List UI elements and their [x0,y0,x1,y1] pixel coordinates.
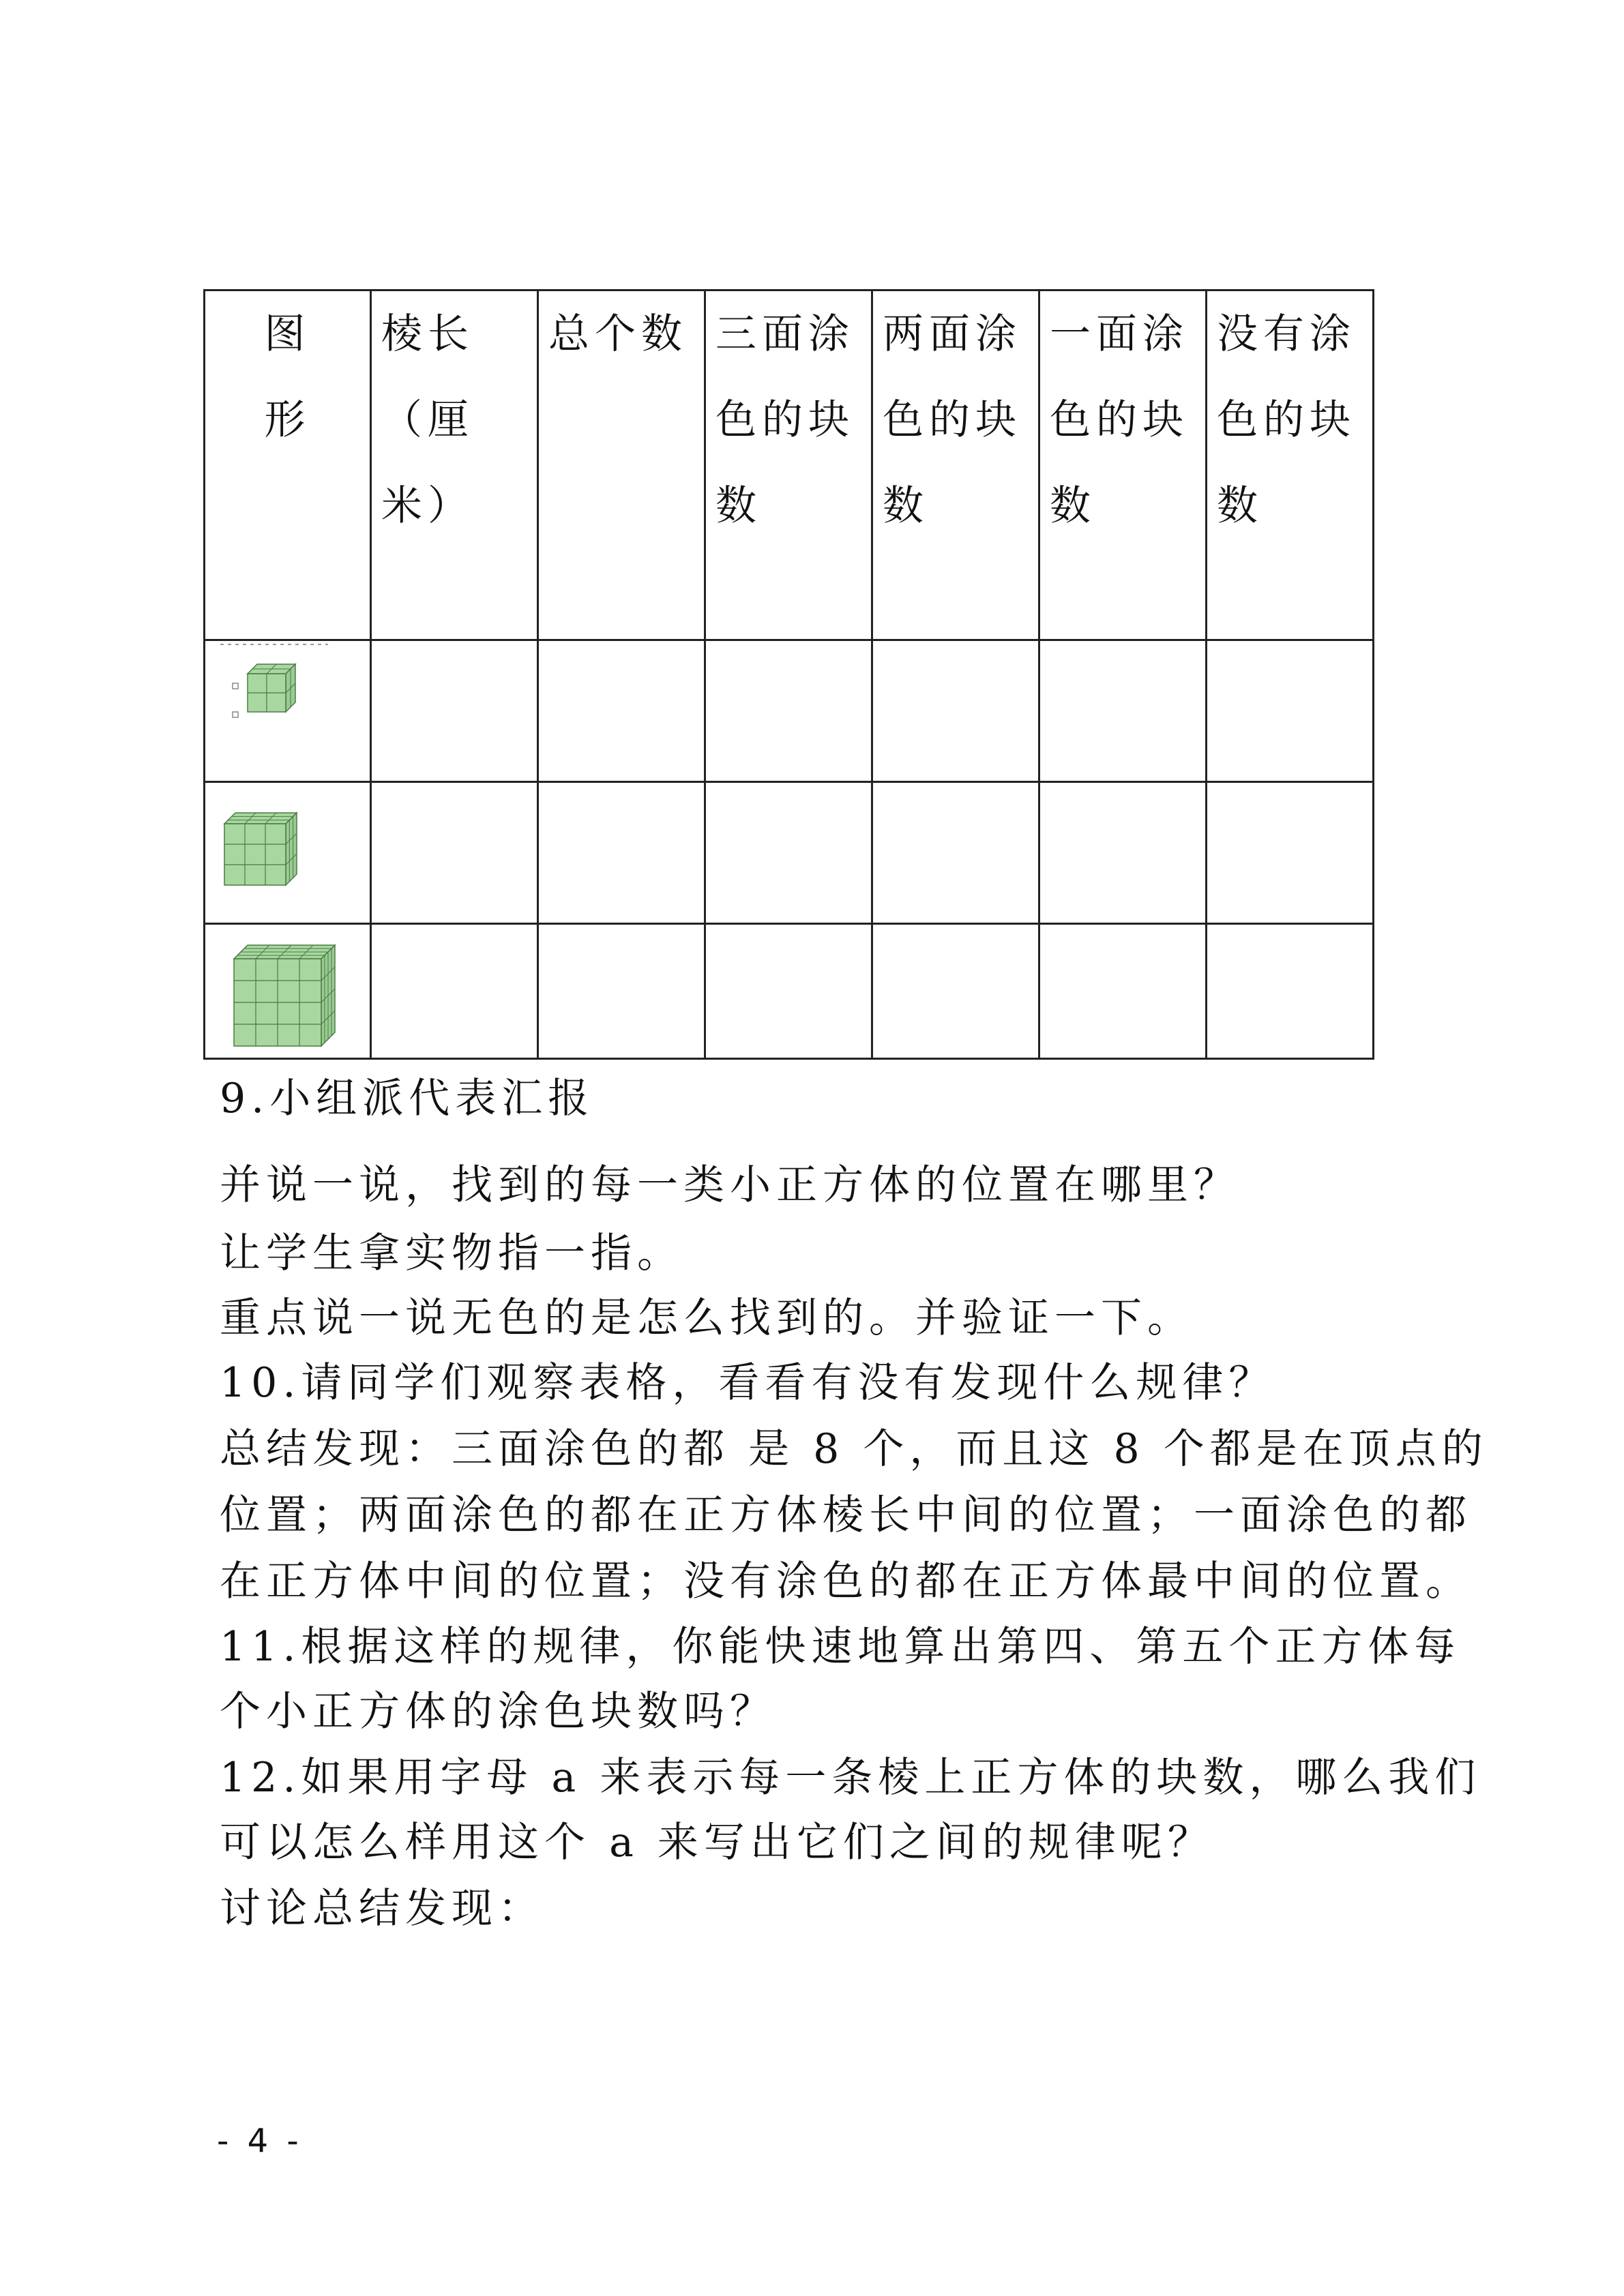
data-table [203,289,1374,1060]
header-no-face [1207,290,1374,640]
paragraph: 可以怎么样用这个 a 来写出它们之间的规律呢？ [220,1819,1214,1866]
edge-length-cell [371,924,538,1059]
one-face-cell [1039,782,1207,924]
header-text: 数 [883,482,929,530]
paragraph: 讨论总结发现： [220,1885,544,1933]
header-text: 数 [715,482,762,530]
header-text: 色的块 [1217,396,1356,444]
header-text: 色的块 [883,396,1022,444]
header-text: 数 [1050,482,1096,530]
total-count-cell [538,924,705,1059]
header-total-count [538,290,705,640]
paragraph: 个小正方体的涂色块数吗？ [220,1688,776,1735]
header-one-face [1039,290,1207,640]
header-figure [205,290,371,640]
total-count-cell [538,640,705,782]
table-row [205,640,1374,782]
header-text: 图 [264,310,311,358]
header-edge-length [371,290,538,640]
two-faces-cell [872,640,1039,782]
edge-length-cell [371,782,538,924]
no-face-cell [1207,640,1374,782]
paragraph: 10.请同学们观察表格，看看有没有发现什么规律？ [220,1359,1275,1407]
one-face-cell [1039,640,1207,782]
two-faces-cell [872,924,1039,1059]
no-face-cell [1207,782,1374,924]
paragraph: 让学生拿实物指一指。 [220,1229,683,1277]
three-faces-cell [705,640,872,782]
header-text: 两面涂 [883,310,1022,358]
paragraph: 9.小组派代表汇报 [220,1075,595,1122]
no-face-cell [1207,924,1374,1059]
header-text: 形 [264,396,311,444]
three-faces-cell [705,782,872,924]
header-text: 一面涂 [1050,310,1189,358]
table-row [205,782,1374,924]
paragraph: 12.如果用字母 a 来表示每一条棱上正方体的块数，哪么我们 [220,1754,1481,1802]
two-faces-cell [872,782,1039,924]
figure-cell [205,640,371,782]
paragraph: 并说一说，找到的每一类小正方体的位置在哪里？ [220,1161,1240,1209]
paragraph: 总结发现：三面涂色的都 是 8 个，而且这 8 个都是在顶点的 [220,1425,1488,1473]
header-text: 棱长 [381,310,474,358]
header-text: 色的块 [715,396,855,444]
header-text: 没有涂 [1217,310,1356,358]
data-table-container [203,289,1374,1060]
table-row [205,924,1374,1059]
header-two-faces [872,290,1039,640]
cube-2x2x2-icon [205,641,369,781]
table-header-row [205,290,1374,640]
edge-length-cell [371,640,538,782]
cube-4x4x4-icon [205,925,369,1058]
one-face-cell [1039,924,1207,1059]
figure-cell [205,782,371,924]
figure-cell [205,924,371,1059]
paragraph: 重点说一说无色的是怎么找到的。并验证一下。 [220,1294,1194,1342]
page-number: - 4 - [217,2122,303,2160]
header-text: 三面涂 [715,310,855,358]
cube-3x3x3-icon [205,783,369,923]
header-text: 色的块 [1050,396,1189,444]
paragraph: 位置；两面涂色的都在正方体棱长中间的位置；一面涂色的都 [220,1491,1472,1539]
total-count-cell [538,782,705,924]
paragraph: 11.根据这样的规律，你能快速地算出第四、第五个正方体每 [220,1623,1461,1671]
header-three-faces [705,290,872,640]
paragraph: 在正方体中间的位置；没有涂色的都在正方体最中间的位置。 [220,1557,1472,1605]
header-text: 数 [1217,482,1263,530]
header-text: （厘 [381,396,474,444]
header-text: 总个数 [548,310,688,358]
header-text: 米） [381,482,474,530]
three-faces-cell [705,924,872,1059]
